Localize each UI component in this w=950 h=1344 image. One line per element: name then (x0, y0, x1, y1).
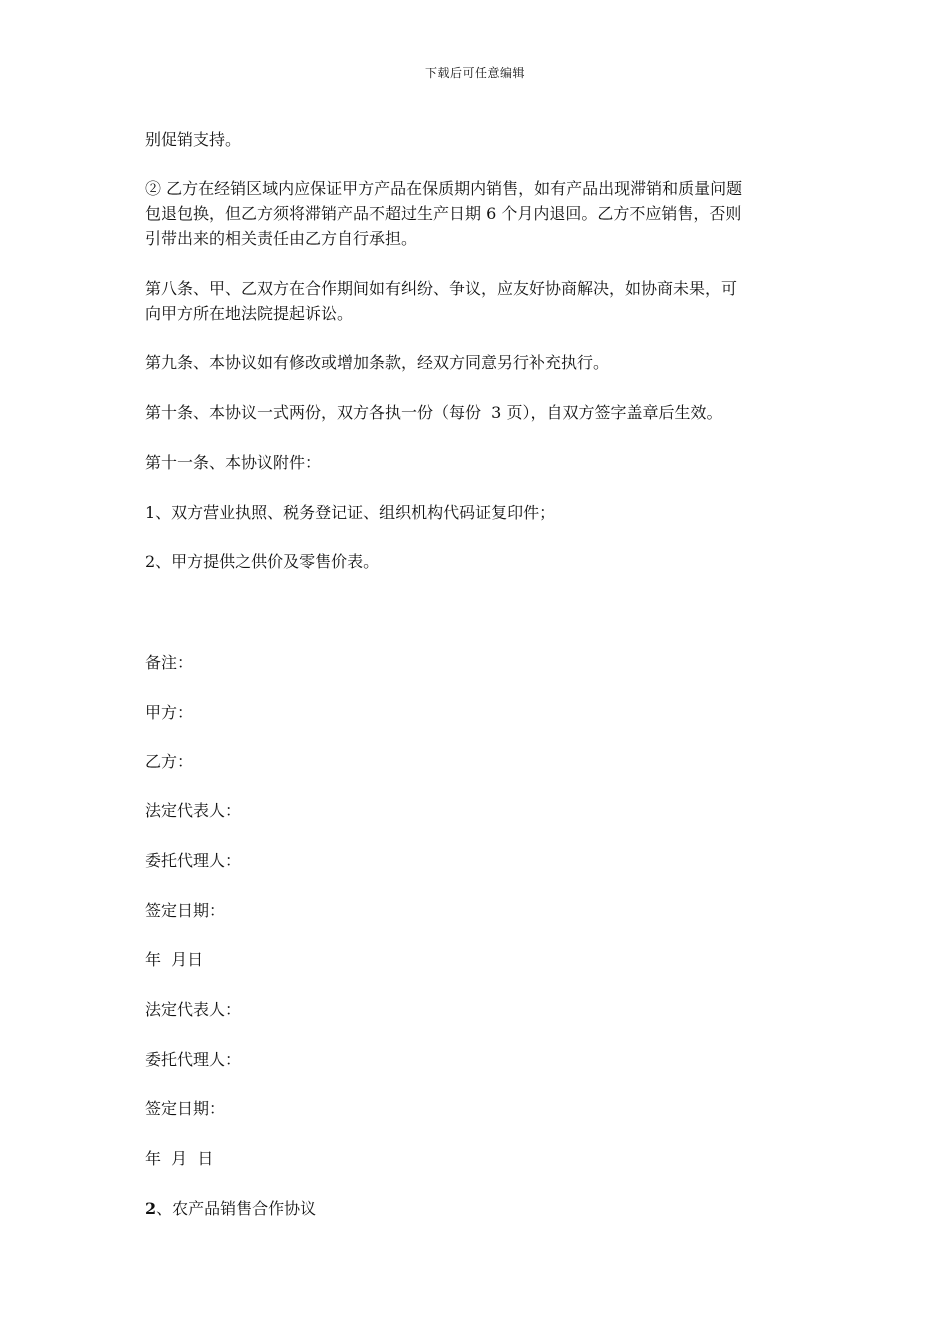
section-number: 2 (145, 1199, 157, 1218)
attachment-2: 2、甲方提供之供价及零售价表。 (145, 552, 380, 571)
paragraph-promotion-support: 别促销支持。 (145, 130, 242, 149)
legal-representative-label-2: 法定代表人： (145, 1000, 242, 1019)
article-10: 第十条、本协议一式两份，双方各执一份（每份 3 页），自双方签字盖章后生效。 (145, 403, 723, 422)
article-11: 第十一条、本协议附件： (145, 453, 322, 472)
article-8-line1: 第八条、甲、乙双方在合作期间如有纠纷、争议，应友好协商解决，如协商未果，可 (145, 279, 738, 298)
legal-representative-label-1: 法定代表人： (145, 801, 242, 820)
party-b-label: 乙方： (145, 752, 194, 771)
signing-date-label-2: 签定日期： (145, 1099, 226, 1118)
party-a-label: 甲方： (145, 703, 194, 722)
article-9: 第九条、本协议如有修改或增加条款，经双方同意另行补充执行。 (145, 353, 610, 372)
next-section-heading (145, 1196, 805, 1221)
article-8-line2: 向甲方所在地法院提起诉讼。 (145, 304, 354, 323)
section-title: 、农产品销售合作协议 (156, 1199, 317, 1218)
date-line-2: 年 月 日 (145, 1149, 214, 1168)
authorized-agent-label-2: 委托代理人： (145, 1050, 242, 1069)
attachment-1: 1、双方营业执照、税务登记证、组织机构代码证复印件； (145, 503, 556, 522)
remarks-label: 备注： (145, 653, 194, 672)
signing-date-label-1: 签定日期： (145, 901, 226, 920)
authorized-agent-label-1: 委托代理人： (145, 851, 242, 870)
paragraph-clause-2-line2: 包退包换，但乙方须将滞销产品不超过生产日期 6 个月内退回。乙方不应销售，否则 (145, 204, 742, 223)
paragraph-clause-2-line1: ② 乙方在经销区域内应保证甲方产品在保质期内销售，如有产品出现滞销和质量问题 (145, 179, 743, 198)
paragraph-clause-2-line3: 引带出来的相关责任由乙方自行承担。 (145, 229, 418, 248)
date-line-1: 年 月日 (145, 950, 204, 969)
page-header-watermark: 下载后可任意编辑 (424, 66, 525, 80)
